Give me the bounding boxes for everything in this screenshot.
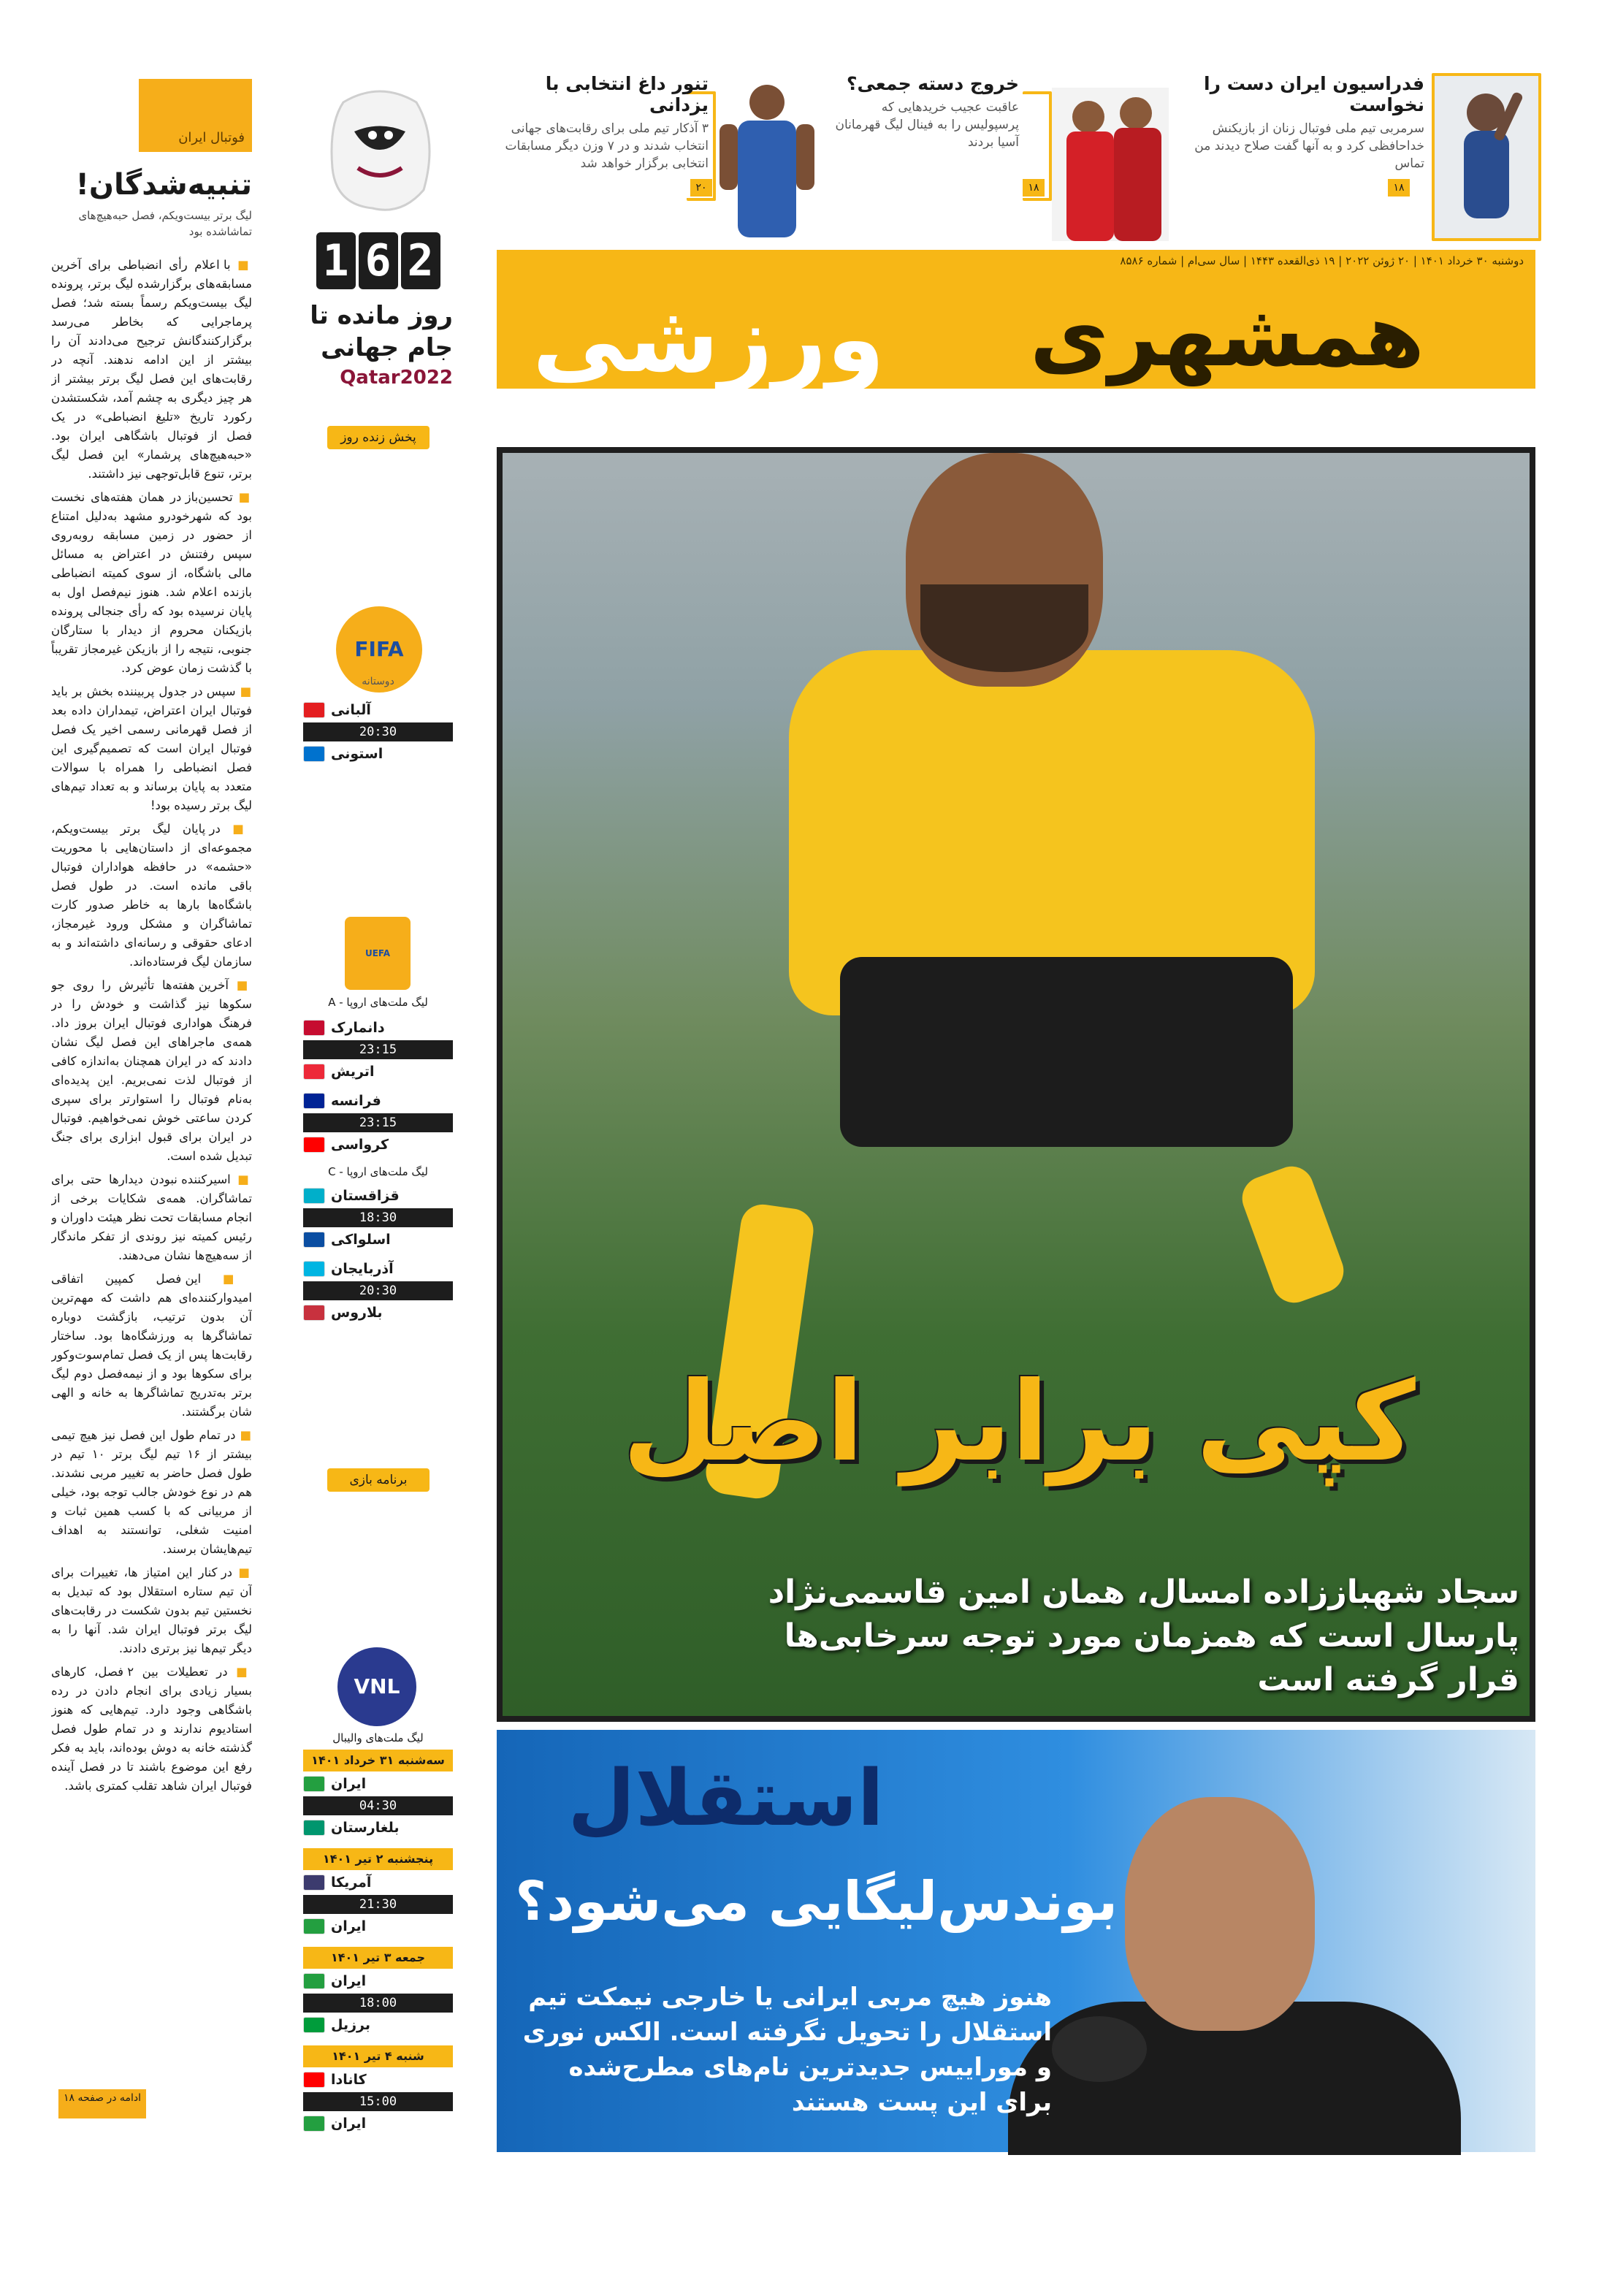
team-name: آذربایجان <box>331 1261 394 1277</box>
qatar-2022-logo: Qatar2022 <box>340 367 453 389</box>
teaser[interactable] <box>1183 73 1424 241</box>
teaser-photo[interactable] <box>712 73 822 241</box>
match-time: 23:15 <box>303 1113 453 1132</box>
teaser[interactable] <box>825 73 1019 241</box>
home-team <box>303 1183 453 1208</box>
match-card[interactable] <box>303 1256 453 1325</box>
match-time: 15:00 <box>303 2092 453 2111</box>
flag-icon <box>303 1020 325 1036</box>
hero-frame <box>497 447 1535 1722</box>
team-name: آلبانی <box>331 702 371 718</box>
flag-icon <box>303 702 325 718</box>
match-time: 04:30 <box>303 1796 453 1815</box>
league-label: لیگ ملت‌های اروپا - A <box>328 996 428 1009</box>
article-paragraph: ■ تحسین‌باز در همان هفته‌های نخست بود که شهرخودرو مشهد به‌دلیل امتناع از حضور در زمین مسابقه روبه‌رو‌ی سپس رفتنش در اعتراض به مسائل مالی باشگاه، از سوی کمیته انضباطی بازنده اعلام شد. هنوز نیم‌فصل اول به پایان نرسیده بود که رأی جنجالی پرونده بازیکنان محروم از دیدار با ستارگان جنوبی، نتیجه را از بازیکن غیرمجاز تقریباً با گذشت زمان عوض کرد. <box>51 488 252 678</box>
team-name: بلاروس <box>331 1305 383 1321</box>
program-label: برنامه بازی <box>327 1468 430 1492</box>
team-name: ایران <box>331 2116 367 2132</box>
team-name: اتریش <box>331 1064 375 1080</box>
teaser-frame <box>1023 91 1052 201</box>
page-number: ۲۰ <box>690 179 712 197</box>
match-date: جمعه ۳ تیر ۱۴۰۱ <box>303 1947 453 1969</box>
page-number: ۱۸ <box>1388 179 1410 197</box>
flag-icon <box>303 1064 325 1080</box>
flag-icon <box>303 1820 325 1836</box>
page-number: ۱۸ <box>1023 179 1045 197</box>
article-paragraph: ■ آخرین هفته‌ها تأثیرش را روی جو سکوها نیز گذاشت و خودش را در فرهنگ هواداری فوتبال ایران بروز داد. همه‌ی ماجرا‌های این فصل لیگ نشان دادند که در ایران همچنان به‌اندازه کافی از فوتبال لذت نمی‌بریم. این پدیده‌ای به‌نام فوتبال را استوارتر برای سپری کردن ساعتی خوش نمی‌خواهیم. فوتبال در ایران برای قبول ابزاری برای جنگ تبدیل شده است. <box>51 976 252 1166</box>
countdown-digit: 1 <box>316 232 356 289</box>
masthead-title-hamshahri: همشهری <box>1029 285 1425 386</box>
coach-photo-head <box>1125 1797 1315 2031</box>
team-name: برزیل <box>331 2017 370 2033</box>
team-name: ایران <box>331 1918 367 1934</box>
story-title[interactable]: بوندس‌لیگایی می‌شود؟ <box>515 1870 1118 1933</box>
hero-headline[interactable]: کپی برابر اصل <box>622 1359 1416 1486</box>
home-team <box>303 1771 453 1796</box>
mascot-icon <box>314 80 442 219</box>
match-card[interactable] <box>303 1015 453 1084</box>
story-lead: هنوز هیچ مربی ایرانی یا خارجی نیمکت تیم استقلال را تحویل نگرفته است. الکس نوری و موراییس جدیدترین نام‌های مطرح‌شده برای این پست هستند <box>522 1983 1052 2117</box>
home-team <box>303 1870 453 1895</box>
match-time: 20:30 <box>303 722 453 741</box>
teaser-title: خروج دسته جمعی؟ <box>847 73 1019 94</box>
flag-icon <box>303 1232 325 1248</box>
match-date: شنبه ۴ تیر ۱۴۰۱ <box>303 2045 453 2067</box>
flag-icon <box>303 1093 325 1109</box>
volley-day[interactable] <box>303 2045 453 2136</box>
home-team <box>303 1088 453 1113</box>
team-name: استونی <box>331 746 383 762</box>
teaser-photo[interactable] <box>1432 73 1541 241</box>
countdown <box>314 232 442 291</box>
article-paragraph: ■ در کنار این امتیاز ها، تغییرات برای آن تیم ستاره استقلال بود که تبدیل به نخستین تیم بدون شکست در رقابت‌های لیگ برتر فوتبال ایران شد. آنها را به دیگر تیم‌ها نیز برتری دادند. <box>51 1563 252 1658</box>
home-team <box>303 2067 453 2092</box>
article-paragraph: ■ این فصل کمپین اتفاقی امیدوارکننده‌ای هم داشت که مهم‌ترین آن بدون ترتیب، بازگشت دوباره تماشاگرها به ورزشگاه‌ها بود. ساختار رقابت‌ها پس از یک فصل تمام‌سوت‌وکور برای سکوها‌ بود و از نیمه‌فصل دوم لیگ برتر به‌تدریج تماشاگرها به خانه و الهی شان برگشتند. <box>51 1270 252 1422</box>
home-team <box>303 1015 453 1040</box>
hero-subhead: سجاد شهباززاده امسال، همان امین قاسمی‌نژاد پارسال است که همزمان مورد توجه سرخابی‌ها قرار گرفته است <box>768 1574 1519 1698</box>
teaser-text: سرمربی تیم ملی فوتبال زنان از بازیکنش خداحافظی کرد و به آنها گفت صلاح دیدند من تماس <box>1194 121 1424 171</box>
team-name: آمریکا <box>331 1874 372 1891</box>
team-name: کرواسی <box>331 1137 389 1153</box>
home-team <box>303 1256 453 1281</box>
match-time: 21:30 <box>303 1895 453 1914</box>
left-headline[interactable]: تنبیه‌شدگان! <box>75 168 252 202</box>
match-time: 18:00 <box>303 1994 453 2013</box>
away-team <box>303 1300 453 1325</box>
teaser[interactable] <box>504 73 709 241</box>
match-time: 20:30 <box>303 1281 453 1300</box>
away-team <box>303 1227 453 1252</box>
match-card[interactable] <box>303 698 453 766</box>
article-paragraph: ■ با اعلام رأی انضباطی برای آخرین مسابقه‌های برگزارشده لیگ برتر، پرونده لیگ بیست‌ویکم رسماً بسته شد؛ فصل پرماجرایی که بخاطر می‌رسد برگزارکنندگانش ترجیح می‌دادند آن را بیشتر از این ادامه ندهند. آنچه در رقابت‌های این فصل لیگ برتر بیشتر از هر چیز دیگری به چشم آمد، شکستشدن رکورد تاریخ «تلیغ انضباطی» در یک فصل از فوتبال باشگاهی ایران بود. «حبه‌هیچ‌های پرشمار» این فصل لیگ برتر، تنوع قابل‌توجهی نیز داشتند. <box>51 256 252 484</box>
teaser-title: تنور داغ انتخابی با یزدانی <box>545 73 709 115</box>
flag-icon <box>303 746 325 762</box>
league-label: لیگ ملت‌های والیبال <box>332 1731 424 1744</box>
match-time: 18:30 <box>303 1208 453 1227</box>
left-article-body <box>51 256 252 2170</box>
countdown-digit: 2 <box>401 232 440 289</box>
away-team <box>303 741 453 766</box>
away-team <box>303 1132 453 1157</box>
microphone-icon <box>1052 2016 1147 2082</box>
volley-day[interactable] <box>303 1947 453 2037</box>
volley-day[interactable] <box>303 1750 453 1840</box>
away-team <box>303 1059 453 1084</box>
home-team <box>303 698 453 722</box>
fifa-logo-icon: FIFA <box>336 606 422 693</box>
match-card[interactable] <box>303 1183 453 1252</box>
days-to-worldcup-label: روز مانده تا جام جهانی <box>310 301 453 362</box>
team-name: کانادا <box>331 2072 367 2088</box>
live-broadcast-label: پخش زنده روز <box>327 426 430 449</box>
article-paragraph: ■ در تعطیلات بین ۲ فصل، کارهای بسیار زیادی برای انجام دادن در رده باشگاهی وجود دارد. تیم‌هایی که هنوز استادیوم ندارند و در تمام طول فصل گذشته خانه به دوش بوده‌اند، باید به فکر رفع این موضوع باشند تا در فصل آینده فوتبال ایران شاهد تقلب کمتری باشد. <box>51 1663 252 1796</box>
flag-icon <box>303 1261 325 1277</box>
away-team <box>303 2013 453 2037</box>
home-team <box>303 1969 453 1994</box>
article-paragraph: ■ در تمام طول این فصل نیز هیچ تیمی بیشتر از ۱۶ تیم لیگ برتر ۱۰ تیم در طول فصل حاضر به تغییر مربی نشدند. هم در نوع خودش جالب توجه بود، خیلی از مربیانی که با کسب همین ثبات و امنیت شغلی، توانستند به اهداف تیم‌هایشان برسند. <box>51 1426 252 1559</box>
flag-icon <box>303 1973 325 1989</box>
article-paragraph: ■ اسیرکننده نبودن دیدارها حتی برای تماشاگران. همه‌ی شکایات برخی از انجام مسابقات تحت نظر هیئت داوران و رئیس کمیته نیز روندی از تفکر ماندگار از سه‌هیچ‌ها نشان می‌دهند. <box>51 1170 252 1265</box>
flag-icon <box>303 1137 325 1153</box>
vnl-logo-icon: VNL <box>337 1647 416 1726</box>
match-date: پنجشنبه ۲ تیر ۱۴۰۱ <box>303 1848 453 1870</box>
flag-icon <box>303 1188 325 1204</box>
league-label: لیگ ملت‌های اروپا - C <box>328 1165 428 1178</box>
continue-link[interactable]: ادامه در صفحه ۱۸ <box>58 2089 146 2118</box>
away-team <box>303 2111 453 2136</box>
volley-day[interactable] <box>303 1848 453 1939</box>
fifa-sub-label: دوستانه <box>362 676 394 687</box>
flag-icon <box>303 1874 325 1891</box>
team-name: ایران <box>331 1973 367 1989</box>
teaser-text: ۳ آذکار تیم ملی برای رقابت‌های جهانی انتخاب شدند و در ۷ وزن دیگر مسابقات انتخابی برگزار خواهد شد <box>505 121 709 171</box>
teaser-title: فدراسیون ایران دست را نخواست <box>1204 73 1424 115</box>
away-team <box>303 1815 453 1840</box>
flag-icon <box>303 2072 325 2088</box>
article-paragraph: ■ سپس در جدول پربیننده بخش بر باید فوتبال ایران اعتراض، تیمداران داده بعد از فصل قهرمانی رسمی اخیر یک فصل فوتبال ایران است که تصمیم‌گیری این فصل انضباطی را همراه با سوالات متعدد به پایان برساند و به تعداد تیم‌های لیگ برتر رسیده بود! <box>51 682 252 815</box>
countdown-digit: 6 <box>359 232 398 289</box>
flag-icon <box>303 2116 325 2132</box>
team-name: فرانسه <box>331 1093 381 1109</box>
team-name: قزاقستان <box>331 1188 400 1204</box>
flag-icon <box>303 1918 325 1934</box>
match-time: 23:15 <box>303 1040 453 1059</box>
away-team <box>303 1914 453 1939</box>
team-name: اسلواکی <box>331 1232 391 1248</box>
masthead-title-varzeshi: ورزشی <box>532 285 885 394</box>
section-tag: فوتبال ایران <box>139 79 252 152</box>
nations-league-logo-icon: UEFA <box>345 917 411 990</box>
story-kicker: استقلال <box>568 1753 884 1843</box>
team-name: ایران <box>331 1776 367 1792</box>
match-date: سه‌شنبه ۳۱ خرداد ۱۴۰۱ <box>303 1750 453 1771</box>
left-subhead: لیگ برتر بیست‌ویکم، فصل حبه‌هیچ‌های تماشاشده بود <box>78 209 252 238</box>
team-name: دانمارک <box>331 1020 385 1036</box>
article-paragraph: ■ در پایان لیگ برتر بیست‌ویکم، مجموعه‌ای از داستان‌هایی با محوریت «حشمه» در حافظه هواداران فوتبال باقی مانده است. در طول فصل باشگاه‌ها بارها به خاطر صدور کارت تماشاگران و مشکل ورود غیرمجاز، ادعای حقوقی و رسانه‌ای داشته‌اند و به سازمان لیگ فرستاده‌اند. <box>51 820 252 972</box>
teaser-text: عاقبت عجیب خریدهایی که پرسپولیس را به فینال لیگ قهرمانان آسیا بردند <box>835 100 1019 150</box>
issue-info: دوشنبه ۳۰ خرداد ۱۴۰۱ | ۲۰ ژوئن ۲۰۲۲ | ۱۹ ذی‌القعده ۱۴۴۳ | سال سی‌ام | شماره ۸۵۸۶ <box>1120 254 1524 267</box>
teaser-photo[interactable] <box>1045 73 1176 241</box>
team-name: بلغارستان <box>331 1820 400 1836</box>
flag-icon <box>303 2017 325 2033</box>
flag-icon <box>303 1776 325 1792</box>
match-card[interactable] <box>303 1088 453 1157</box>
flag-icon <box>303 1305 325 1321</box>
